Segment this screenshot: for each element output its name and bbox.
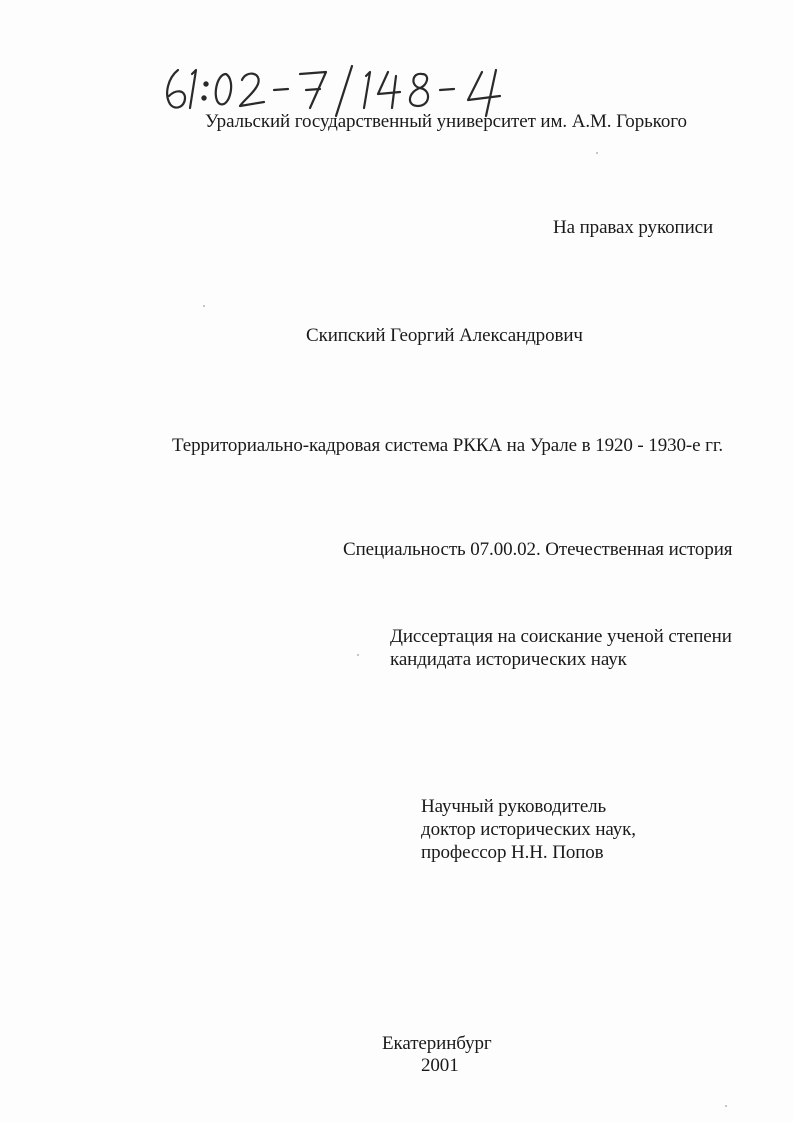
year: 2001 [421, 1055, 459, 1076]
city-name: Екатеринбург [382, 1033, 492, 1054]
dissertation-degree-line-2: кандидата исторических наук [390, 649, 627, 670]
dissertation-degree-line-1: Диссертация на соискание ученой степени [390, 626, 732, 647]
supervisor-name: профессор Н.Н. Попов [421, 842, 604, 863]
supervisor-title: Научный руководитель [421, 796, 607, 817]
dissertation-title: Территориально-кадровая система РККА на Урале в 1920 - 1930-е гг. [172, 435, 724, 456]
scan-speck [203, 305, 205, 307]
scan-speck [596, 152, 598, 154]
specialty-line: Специальность 07.00.02. Отечественная история [343, 539, 733, 560]
manuscript-rights-note: На правах рукописи [553, 217, 714, 238]
scan-speck [357, 654, 359, 656]
supervisor-degree: доктор исторических наук, [421, 819, 636, 840]
author-name: Скипский Георгий Александрович [306, 325, 583, 346]
scan-speck [725, 1105, 727, 1107]
university-name: Уральский государственный университет им. А.М. Горького [205, 111, 687, 132]
